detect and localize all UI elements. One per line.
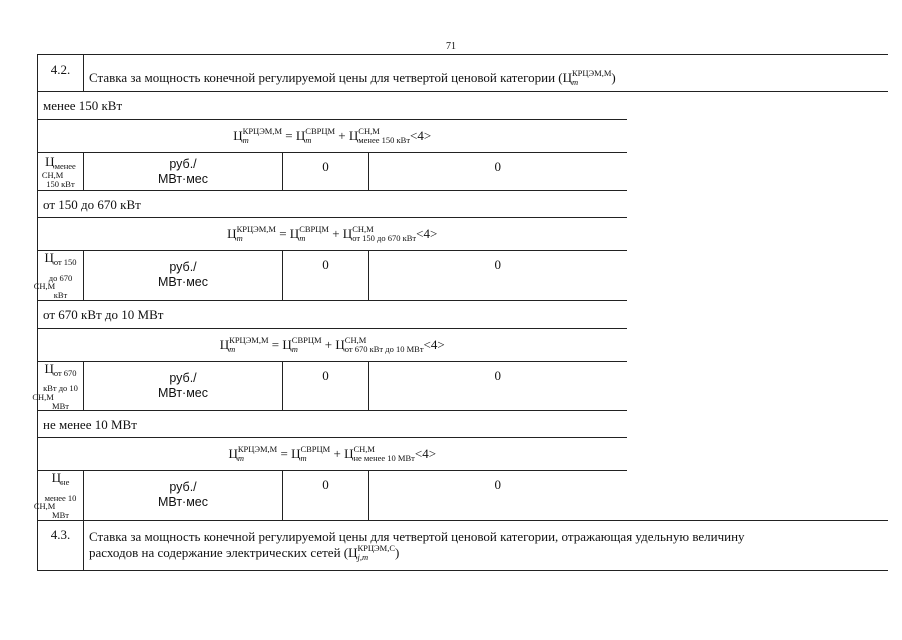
group-formula-row xyxy=(38,328,888,361)
formula-lhs: $Ц_m^{КРЦЭМ,М}$ xyxy=(228,444,278,464)
formula-note: <4> xyxy=(423,336,445,352)
value-cell-2: 0 xyxy=(369,153,627,191)
indicator-name: $Ц_{от 150 до 670 кВт}^{СН,М}$ xyxy=(38,251,84,301)
indicator-name: $Ц_{не менее 10 МВт}^{СН,М}$ xyxy=(38,471,84,521)
section-title xyxy=(84,520,888,570)
section-number: 4.2. xyxy=(38,55,84,92)
formula-term-1: $Ц_m^{СВРЦМ}$ xyxy=(295,126,336,146)
group-label: менее 150 кВт xyxy=(38,92,627,120)
group-data-row xyxy=(38,251,888,301)
group-formula-row xyxy=(38,438,888,471)
group-label-row xyxy=(38,300,888,328)
section-title-line-2: расходов на содержание электрических сетей $(Ц_{j,m}^{КРЦЭМ,С})$ xyxy=(89,542,400,562)
title-symbol: $Ц_m^{КРЦЭМ,М}$ xyxy=(562,67,612,87)
formula-term-1: $Ц_m^{СВРЦМ}$ xyxy=(282,334,322,354)
title-symbol: $Ц_{j,m}^{КРЦЭМ,С}$ xyxy=(348,542,395,562)
value-cell-2: 0 xyxy=(369,361,627,411)
group-formula: $Ц_m^{КРЦЭМ,М} = Ц_m^{СВРЦМ} + Ц_{от 150 до 670 кВт}^{СН,М} <4>$ xyxy=(38,218,627,251)
group-formula-row xyxy=(38,218,888,251)
indicator-name: $Ц_{от 670 кВт до 10 МВт}^{СН,М}$ xyxy=(38,361,84,411)
formula-term-2: $Ц_{от 150 до 670 кВт}^{СН,М}$ xyxy=(342,224,417,244)
formula-lhs: $Ц_m^{КРЦЭМ,М}$ xyxy=(219,334,269,354)
value-cell-1: 0 xyxy=(283,471,369,521)
group-label-row xyxy=(38,411,888,438)
group-data-row xyxy=(38,153,888,191)
unit-cell: руб./ МВт·мес xyxy=(84,471,283,521)
unit-cell: руб./ МВт·мес xyxy=(84,153,283,191)
formula-note: <4> xyxy=(410,128,432,144)
formula-term-2: $Ц_{не менее 10 МВт}^{СН,М}$ xyxy=(344,444,415,464)
formula-note: <4> xyxy=(416,226,438,242)
unit-cell: руб./ МВт·мес xyxy=(84,361,283,411)
group-data-row xyxy=(38,361,888,411)
section-4-3-row xyxy=(38,520,888,570)
group-label-row xyxy=(38,92,888,120)
group-label: не менее 10 МВт xyxy=(38,411,627,438)
formula-term-2: $Ц_{от 670 кВт до 10 МВт}^{СН,М}$ xyxy=(335,334,424,354)
value-cell-1: 0 xyxy=(283,361,369,411)
section-title xyxy=(84,55,888,92)
section-number: 4.3. xyxy=(38,520,84,570)
group-formula: $Ц_m^{КРЦЭМ,М} = Ц_m^{СВРЦМ} + Ц_{от 670 кВт до 10 МВт}^{СН,М} <4>$ xyxy=(38,328,627,361)
section-title-line-1: Ставка за мощность конечной регулируемой цены для четвертой ценовой категории, отражающая удельную величину xyxy=(89,528,745,544)
section-4-2-row xyxy=(38,55,888,92)
title-suffix: ) xyxy=(611,69,616,85)
value-cell-2: 0 xyxy=(369,471,627,521)
group-label: от 150 до 670 кВт xyxy=(38,191,627,218)
value-cell-1: 0 xyxy=(283,251,369,301)
group-formula: $Ц_m^{КРЦЭМ,М} = Ц_m^{СВРЦМ} + Ц_{менее 150 кВт}^{СН,М} <4>$ xyxy=(38,120,627,153)
value-cell-1: 0 xyxy=(283,153,369,191)
group-label: от 670 кВт до 10 МВт xyxy=(38,300,627,328)
formula-term-2: $Ц_{менее 150 кВт}^{СН,М}$ xyxy=(348,126,411,146)
indicator-name: $Ц_{менее 150 кВт}^{СН,М}$ xyxy=(38,153,84,191)
formula-term-1: $Ц_m^{СВРЦМ}$ xyxy=(289,224,329,244)
section-title-text: Ставка за мощность конечной регулируемой цены для четвертой ценовой категории ( xyxy=(89,69,563,85)
value-cell-2: 0 xyxy=(369,251,627,301)
group-data-row xyxy=(38,471,888,521)
formula-lhs: $Ц_m^{КРЦЭМ,М}$ xyxy=(227,224,276,244)
formula-lhs: $Ц_m^{КРЦЭМ,М}$ xyxy=(233,126,283,146)
formula-term-1: $Ц_m^{СВРЦМ}$ xyxy=(291,444,331,464)
unit-cell: руб./ МВт·мес xyxy=(84,251,283,301)
formula-note: <4> xyxy=(414,446,437,462)
group-formula-row xyxy=(38,120,888,153)
page-number: 71 xyxy=(446,41,456,52)
group-label-row xyxy=(38,191,888,218)
tariff-table xyxy=(32,54,888,571)
group-formula: $Ц_m^{КРЦЭМ,М} = Ц_m^{СВРЦМ} + Ц_{не менее 10 МВт}^{СН,М} <4>$ xyxy=(38,438,627,471)
